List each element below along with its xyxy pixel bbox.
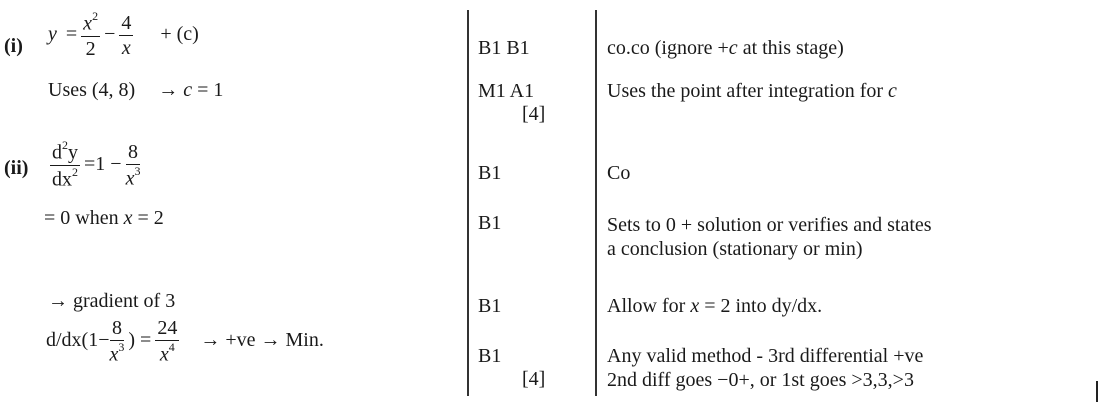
fraction-24-over-x4: $\frac{24}{x^4}$ [157, 317, 178, 366]
constant-c: + (c) [160, 22, 199, 45]
fraction-x2-over-2: $\frac{x^2}{2}$ [83, 9, 99, 60]
mark-m1-a1: M1 A1 [478, 80, 535, 102]
mark-b1: B1 [478, 162, 502, 184]
positive-min-conclusion: → +ve → Min. [200, 328, 324, 351]
edge-mark [1096, 381, 1098, 402]
mark-b1: B1 [478, 212, 502, 234]
part-ii-zero-when: = 0 when x = 2 [44, 207, 164, 229]
comments-column-divider [595, 10, 597, 396]
fraction-8-over-x3: $\frac{8}{x^3}$ [125, 140, 141, 190]
comment-co-co: co.co (ignore +c at this stage) [607, 37, 844, 59]
comment-allow-x2: Allow for x = 2 into dy/dx. [607, 295, 823, 317]
part-i-uses-point: Uses (4, 8) → c = 1 [48, 79, 224, 101]
part-ii-total: [4] [522, 368, 546, 390]
var-y: y [48, 22, 57, 45]
part-ii-gradient: → gradient of 3 [48, 290, 176, 312]
part-i-label: (i) [4, 35, 23, 57]
arrow-icon: → [158, 79, 179, 101]
fraction-4-over-x: $\frac{4}{x}$ [121, 11, 132, 59]
fraction-8-over-x3: $\frac{8}{x^3}$ [109, 317, 125, 366]
marks-column-divider [467, 10, 469, 396]
fraction-d2y-dx2: $\frac{d^2y}{dx^2}$ [52, 138, 78, 191]
mark-b1: B1 [478, 295, 502, 317]
comment-uses-point: Uses the point after integration for c [607, 80, 897, 102]
part-i-equation: y = $\frac{x^2}{2}$ − $\frac{4}{x}$ + (c) [48, 9, 199, 60]
mark-b1: B1 [478, 345, 502, 367]
comment-any-valid-method: Any valid method - 3rd differential +ve 2nd diff goes −0+, or 1st goes >3,3,>3 [607, 345, 924, 391]
part-i-total: [4] [522, 103, 546, 125]
comment-sets-to-zero: Sets to 0 + solution or verifies and states a conclusion (stationary or min) [607, 214, 932, 260]
part-ii-third-derivative: d/dx(1− $\frac{8}{x^3}$ ) = $\frac{24}{x^4}$ → +ve → Min. [46, 317, 324, 366]
comment-co: Co [607, 162, 631, 184]
part-ii-label: (ii) [4, 157, 29, 179]
mark-b1-b1: B1 B1 [478, 37, 530, 59]
part-ii-second-derivative: $\frac{d^2y}{dx^2}$ =1 − $\frac{8}{x^3}$ [52, 138, 141, 191]
arrow-icon: → [48, 290, 68, 312]
